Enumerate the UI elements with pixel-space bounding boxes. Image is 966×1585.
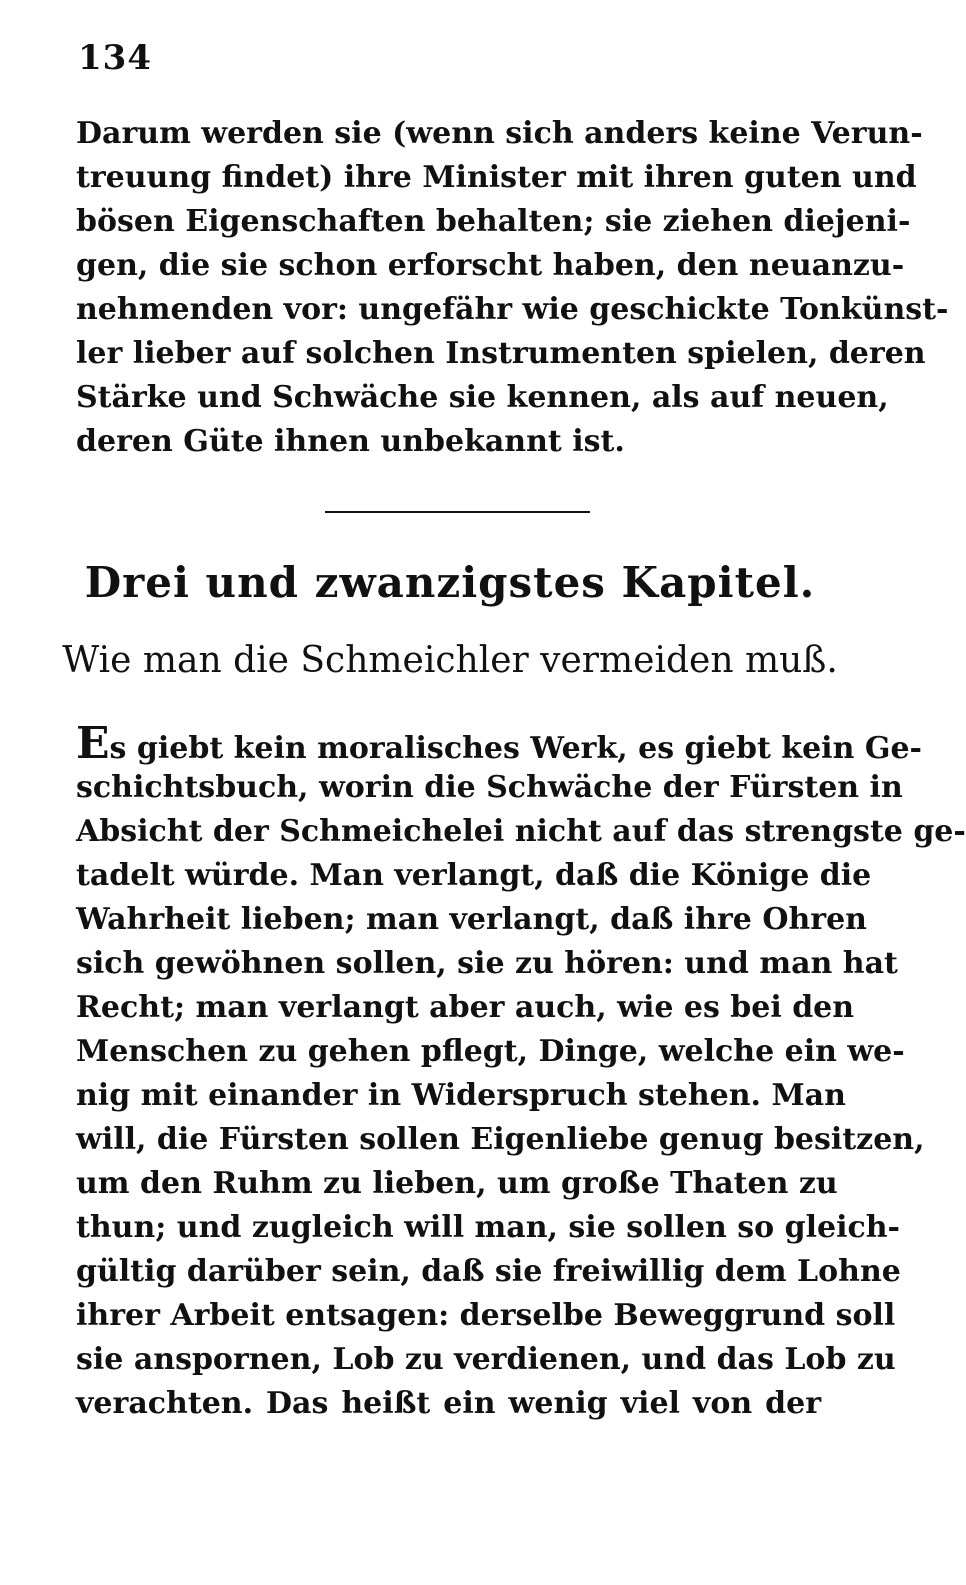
text-line [76, 718, 922, 769]
text-line: verachten. Das heißt ein wenig viel von der [76, 1386, 821, 1421]
text-line: Absicht der Schmeichelei nicht auf das strengste ge- [76, 814, 966, 849]
text-line-rest: s giebt kein moralisches Werk, es giebt kein Ge- [109, 731, 922, 766]
text-line: gen, die sie schon erforscht haben, den neuanzu- [76, 248, 905, 283]
text-line: nig mit einander in Widerspruch stehen. Man [76, 1078, 846, 1113]
text-line: um den Ruhm zu lieben, um große Thaten zu [76, 1166, 838, 1201]
body-paragraph [76, 718, 966, 1426]
text-line: nehmenden vor: ungefähr wie geschickte Tonkünst- [76, 292, 949, 327]
text-line: Darum werden sie (wenn sich anders keine Verun- [76, 116, 923, 151]
text-line: treuung findet) ihre Minister mit ihren guten und [76, 160, 917, 195]
chapter-title: Drei und zwanzigstes Kapitel. [84, 558, 816, 607]
text-line: ler lieber auf solchen Instrumenten spielen, deren [76, 336, 926, 371]
text-line: Stärke und Schwäche sie kennen, als auf neuen, [76, 380, 889, 415]
text-line: Wahrheit lieben; man verlangt, daß ihre Ohren [76, 902, 867, 937]
text-line: thun; und zugleich will man, sie sollen so gleich- [76, 1210, 901, 1245]
top-paragraph [76, 112, 949, 464]
text-line: sie anspornen, Lob zu verdienen, und das Lob zu [76, 1342, 896, 1377]
text-line: tadelt würde. Man verlangt, daß die Könige die [76, 858, 872, 893]
text-line: bösen Eigenschaften behalten; sie ziehen diejeni- [76, 204, 911, 239]
text-line: Recht; man verlangt aber auch, wie es bei den [76, 990, 855, 1025]
text-line: gültig darüber sein, daß sie freiwillig dem Lohne [76, 1254, 901, 1289]
text-line: deren Güte ihnen unbekannt ist. [76, 424, 625, 459]
text-line: sich gewöhnen sollen, sie zu hören: und man hat [76, 946, 898, 981]
chapter-subtitle: Wie man die Schmeichler vermeiden muß. [62, 640, 838, 681]
text-line: Menschen zu gehen pflegt, Dinge, welche ein we- [76, 1034, 905, 1069]
section-divider [325, 511, 590, 513]
initial-letter: E [76, 718, 110, 769]
text-line: will, die Fürsten sollen Eigenliebe genug besitzen, [76, 1122, 925, 1157]
text-line: ihrer Arbeit entsagen: derselbe Beweggrund soll [76, 1298, 896, 1333]
text-line: schichtsbuch, worin die Schwäche der Fürsten in [76, 770, 903, 805]
page-number: 134 [78, 38, 152, 78]
